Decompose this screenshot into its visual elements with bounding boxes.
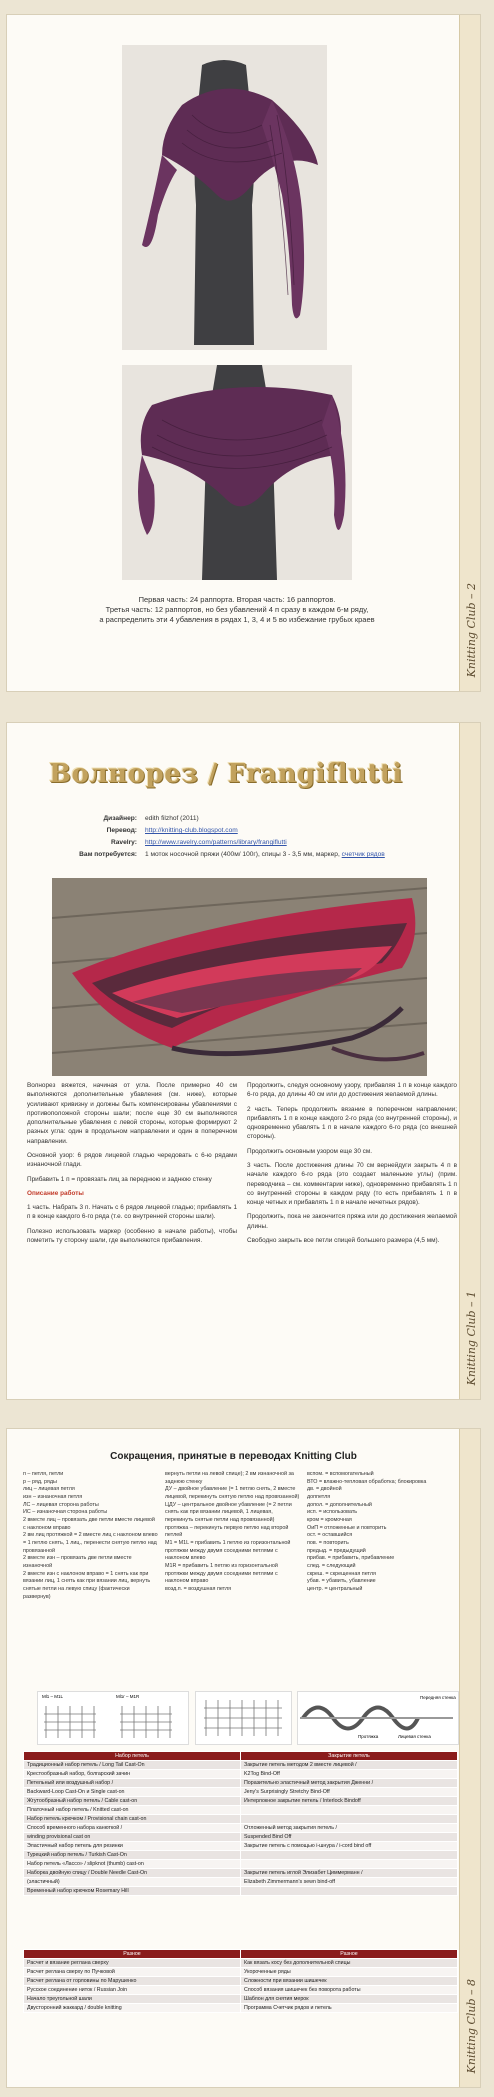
table-cell[interactable] bbox=[241, 1860, 458, 1869]
marker-paragraph: Полезно использовать маркер (особенно в начале работы), чтобы пометить ту сторону шали, где выполняются прибавления. bbox=[27, 1227, 237, 1244]
table-row bbox=[24, 1887, 458, 1896]
main-pattern-paragraph: Основной узор: 6 рядов лицевой гладью чередовать с 6-ю рядами изнаночной глади. bbox=[27, 1151, 237, 1169]
abbr-item: 2 вместе изн – провязать две петли вместе изнаночной bbox=[23, 1555, 132, 1570]
table-cell[interactable]: Программа Счетчик рядов и петель bbox=[241, 2004, 458, 2013]
abbr-item: доппетля bbox=[307, 1494, 331, 1501]
table-cell[interactable]: Набор петель крючком / Provisional chain cast-on bbox=[24, 1815, 241, 1824]
misc-table bbox=[23, 1949, 458, 2013]
abbr-item: ВТО = влажно-тепловая обработка; блокировка bbox=[307, 1478, 427, 1485]
shawl-photo-bottom bbox=[122, 365, 352, 580]
abbr-item: скреш. = скрещенная петля bbox=[307, 1570, 376, 1577]
part3-paragraph: 3 часть. После достижения длины 70 см вернейдуги закрыть 4 п в начале каждого 6-го ряда (это создает маленькие углы) (прим. переводчика – см. комментарии ниже), одновременно прибавлять 1 п со внутренней стороны в каждом ряду (то есть прибавлять 1 п в конце четных и прибавлять 1 п в начале нечетных рядов). bbox=[247, 1161, 457, 1207]
pattern-caption bbox=[47, 595, 427, 625]
abbr-item: ЛС – лицевая сторона работы bbox=[23, 1501, 99, 1508]
page-label: Knitting Club – 8 bbox=[465, 1978, 478, 2073]
table-cell[interactable]: Двусторонний жаккард / double knitting bbox=[24, 2004, 241, 2013]
abbr-item: пов. = повторить bbox=[307, 1540, 349, 1547]
table-cell[interactable]: Сложности при вязании шишечек bbox=[241, 1977, 458, 1986]
increase-paragraph: Прибавить 1 п = провязать лиц за переднюю и заднюю стенку bbox=[27, 1175, 212, 1183]
side-strip bbox=[459, 1429, 480, 2087]
table-cell[interactable]: Способ временного набора канюткой / bbox=[24, 1824, 241, 1833]
designer-value: edith filzhof (2011) bbox=[145, 815, 199, 822]
page-1 bbox=[6, 14, 481, 692]
right-column bbox=[247, 1081, 457, 1250]
diagram-label-m1r: Ml1r – M1R bbox=[116, 1694, 140, 1699]
table-row bbox=[24, 1959, 458, 1968]
table-row bbox=[24, 1968, 458, 1977]
intro-paragraph: Волнорез вяжется, начиная от угла. После примерно 40 см выполняются дополнительные убавления (см. ниже), которые усиливают кривизну и должны быть компенсированы убавлениями с противоположной стороны шали; после еще 30 см выполняются дополнительные убавления с левой стороны, которые формируют 2 разных угла: один в продольном направлении и один в поперечном направлении. bbox=[27, 1082, 237, 1145]
table-cell[interactable]: Петельный или воздушный набор / bbox=[24, 1779, 241, 1788]
abbr-item: 2 вместе изн с наклоном вправо = 1 снять как при вязании лиц, 1 снять как при вязании лиц, вернуть снятые петли на левую спицу (фактически развернув) bbox=[23, 1570, 151, 1600]
continue-paragraph: Продолжить, следуя основному узору, прибавляя 1 п в конце каждого 6-го ряда, до длины 40 см или до достижения желаемой длины. bbox=[247, 1082, 457, 1099]
table-row bbox=[24, 1851, 458, 1860]
abbr-item: вернуть петли на левой спице); 2 вм изнаночной за заднюю стенку bbox=[165, 1471, 294, 1485]
table-cell[interactable]: Backward-Loop Cast-On и Single cast-on bbox=[24, 1788, 241, 1797]
shawl-photo-wood bbox=[52, 878, 427, 1076]
abbr-column-2 bbox=[165, 1471, 300, 1594]
abbr-item: убав. = убавить, убавление bbox=[307, 1578, 376, 1585]
table1-header-bindoff: Закрытие петель bbox=[241, 1752, 458, 1761]
table-cell[interactable]: Расчет реглана от горловины по Марушенко bbox=[24, 1977, 241, 1986]
cast-on-bind-off-table bbox=[23, 1751, 458, 1896]
table-cell[interactable]: Шаблон для снятия мерок bbox=[241, 1995, 458, 2004]
abbr-item: дв. = двойной bbox=[307, 1486, 342, 1493]
needs-label: Вам потребуется: bbox=[79, 851, 137, 858]
needs-value bbox=[145, 851, 385, 858]
table-cell[interactable]: Традиционный набор петель / Long Tail Cast-On bbox=[24, 1761, 241, 1770]
table-row bbox=[24, 1878, 458, 1887]
table-cell[interactable]: Турецкий набор петель / Turkish Cast-On bbox=[24, 1851, 241, 1860]
abbr-item: предыд. = предыдущий bbox=[307, 1547, 366, 1554]
caption-line-3: а распределить эти 4 убавления в рядах 1, 3, 4 и 5 во избежание грубых краев bbox=[99, 615, 375, 625]
table-row bbox=[24, 1824, 458, 1833]
table-row bbox=[24, 1842, 458, 1851]
abbreviations-title: Сокращения, принятые в переводах Knitting Club bbox=[110, 1451, 357, 1462]
table-row bbox=[24, 1815, 458, 1824]
stitch-diagram-loops bbox=[297, 1691, 459, 1745]
table-cell[interactable]: Временный набор крючком Rosemary Hill bbox=[24, 1887, 241, 1896]
table-row bbox=[24, 1806, 458, 1815]
table-row bbox=[24, 1779, 458, 1788]
needs-text: 1 моток носочной пряжи (400м/ 100г), спицы 3 - 3,5 мм, маркер, bbox=[145, 851, 340, 858]
left-column bbox=[27, 1081, 237, 1250]
table-cell[interactable] bbox=[241, 1887, 458, 1896]
diagram-label-back: Лицевая стенка bbox=[398, 1734, 431, 1739]
table-row bbox=[24, 1797, 458, 1806]
abbr-column-3 bbox=[307, 1471, 457, 1594]
table-cell[interactable]: K2Tog Bind-Off bbox=[241, 1770, 458, 1779]
table-cell[interactable]: Расчет реглана сверху по Пучковой bbox=[24, 1968, 241, 1977]
abbr-item: ОиП = отложенные и повторить bbox=[307, 1524, 387, 1531]
abbr-item: протяжка – перекинуть первую петлю над второй петлей bbox=[165, 1524, 289, 1539]
abbr-item: вспом. = вспомогательный bbox=[307, 1471, 374, 1477]
abbr-item: р – ряд, ряды bbox=[23, 1478, 57, 1485]
table-row bbox=[24, 1869, 458, 1878]
table-cell[interactable]: Расчет и вязание реглана сверху bbox=[24, 1959, 241, 1968]
table2-body bbox=[24, 1959, 458, 2013]
ravelry-link[interactable]: http://www.ravelry.com/patterns/library/frangiflutti bbox=[145, 839, 287, 846]
caption-line-1: Первая часть: 24 раппорта. Вторая часть: 16 раппортов. bbox=[138, 595, 336, 604]
stitch-diagram-strand bbox=[195, 1691, 292, 1745]
table-row bbox=[24, 1977, 458, 1986]
abbr-item: ИС – изнаночная сторона работы bbox=[23, 1509, 108, 1516]
table-cell[interactable]: Отложенный метод закрытия петель / bbox=[241, 1824, 458, 1833]
table-cell[interactable]: Закрытие петель методом 2 вместе лицевой / bbox=[241, 1761, 458, 1770]
table-cell[interactable]: Закрытие петель иглой Элизабет Циммерманн / bbox=[241, 1869, 458, 1878]
table-cell[interactable]: Русское соединение ниток / Russian Join bbox=[24, 1986, 241, 1995]
table-row bbox=[24, 1833, 458, 1842]
bindoff-paragraph: Свободно закрыть все петли спицей большего размера (4,5 мм). bbox=[247, 1236, 440, 1244]
abbr-item: лиц – лицевая петля bbox=[23, 1486, 75, 1493]
table-cell[interactable]: Jeny's Surprisingly Stretchy Bind-Off bbox=[241, 1788, 458, 1797]
table-row bbox=[24, 1986, 458, 1995]
abbr-item: п – петля, петли bbox=[23, 1471, 64, 1477]
page-label: Knitting Club – 1 bbox=[465, 1290, 478, 1385]
abbr-item: прибав. = прибавить, прибавление bbox=[307, 1555, 395, 1562]
side-strip bbox=[459, 723, 480, 1399]
table-row bbox=[24, 1770, 458, 1779]
page-label: Knitting Club – 2 bbox=[465, 582, 478, 677]
table-cell[interactable]: Набор петель «Лассо» / slipknot (thumb) cast-on bbox=[24, 1860, 241, 1869]
abbr-item: M1R = прибавить 1 петлю из горизонтальной протяжки между двумя соседними петлями с наклоном вправо bbox=[165, 1563, 278, 1585]
table-row bbox=[24, 1995, 458, 2004]
abbr-item: М1 = М1L = прибавить 1 петлю из горизонтальной протяжки между двумя соседними петлями с наклоном влево bbox=[165, 1540, 291, 1562]
page-2 bbox=[6, 722, 481, 1400]
table-cell[interactable] bbox=[241, 1815, 458, 1824]
table-cell[interactable]: Платочный набор петель / Knitted cast-on bbox=[24, 1806, 241, 1815]
stitch-diagram-m1 bbox=[37, 1691, 189, 1745]
abbr-item: кром = кромочная bbox=[307, 1517, 352, 1524]
diagram-label-m1l: Ml1 – M1L bbox=[42, 1694, 64, 1699]
table-cell[interactable]: Наборка двойную спицу / Double Needle Cast-On bbox=[24, 1869, 241, 1878]
abbr-item: ЦДУ – центральное двойное убавление (= 2 петли снять как при вязании лицевой, 1 лицевая, перекинуть снятые петли над провязанной) bbox=[165, 1501, 292, 1524]
table-cell[interactable] bbox=[241, 1806, 458, 1815]
abbr-item: 2 вместе лиц – провязать две петли вместе лицевой с наклоном вправо bbox=[23, 1517, 155, 1531]
pattern-info bbox=[7, 815, 462, 875]
ravelry-label: Ravelry: bbox=[110, 839, 137, 846]
table1-body bbox=[24, 1761, 458, 1896]
abbr-item: исп. = использовать bbox=[307, 1509, 358, 1516]
table2-header-right: Разное bbox=[241, 1950, 458, 1959]
abbr-item: ост. = оставшийся bbox=[307, 1532, 353, 1539]
shawl-photo-top bbox=[122, 45, 327, 350]
caption-line-2: Третья часть: 12 раппортов, но без убавлений 4 п сразу в каждом 6-м ряду, bbox=[105, 605, 369, 615]
translation-label: Перевод: bbox=[106, 827, 137, 834]
table-cell[interactable] bbox=[241, 1851, 458, 1860]
table2-header-left: Разное bbox=[24, 1950, 241, 1959]
abbr-item: след. = следующий bbox=[307, 1563, 356, 1570]
table-cell[interactable]: Интерлокное закрытие петель / Interlock Bindoff bbox=[241, 1797, 458, 1806]
strand-grid-icon bbox=[196, 1692, 291, 1744]
abbr-column-1 bbox=[23, 1471, 158, 1601]
translation-link[interactable]: http://knitting-club.blogspot.com bbox=[145, 827, 238, 834]
table-cell[interactable]: Закрытие петель с помощью i-шнура / i-cord bind off bbox=[241, 1842, 458, 1851]
side-strip bbox=[459, 15, 480, 691]
table-row bbox=[24, 1860, 458, 1869]
diagram-label-strand: Протяжка bbox=[358, 1734, 379, 1739]
table-cell[interactable]: Suspended Bind Off bbox=[241, 1833, 458, 1842]
table-cell[interactable]: Жгутообразный набор петель / Cable cast-on bbox=[24, 1797, 241, 1806]
table-cell[interactable]: Способ вязания шишечек без поворота работы bbox=[241, 1986, 458, 1995]
table-cell[interactable]: Как вязать косу без дополнительной спицы bbox=[241, 1959, 458, 1968]
table-cell[interactable]: Поразительно эластичный метод закрытия Дженни / bbox=[241, 1779, 458, 1788]
diagram-label-front: Передняя стенка bbox=[420, 1695, 456, 1700]
table-row bbox=[24, 1788, 458, 1797]
abbr-item: допол. = дополнительный bbox=[307, 1501, 372, 1508]
table-row bbox=[24, 1761, 458, 1770]
pattern-title: Волнорез / Frangiflutti bbox=[49, 759, 403, 789]
work-description-heading: Описание работы bbox=[27, 1189, 84, 1197]
abbr-item: изн – изнаночная петля bbox=[23, 1494, 83, 1501]
row-counter-link[interactable]: счетчик рядов bbox=[341, 851, 385, 858]
continue30-paragraph: Продолжить основным узором еще 30 см. bbox=[247, 1147, 373, 1155]
table1-header-caston: Набор петель bbox=[24, 1752, 241, 1761]
table-cell[interactable]: Крестообразный набор, болгарский зачин bbox=[24, 1770, 241, 1779]
designer-label: Дизайнер: bbox=[103, 815, 137, 822]
abbr-item: центр. = центральный bbox=[307, 1586, 363, 1593]
part2-paragraph: 2 часть. Теперь продолжить вязание в поперечном направлении; прибавлять 1 п в конце каждого 2-го ряда (со внутренней стороны), и одновременно убавлять 1 п в начале каждого 6-го ряда (со внешней стороны). bbox=[247, 1105, 457, 1141]
yarn-paragraph: Продолжить, пока не закончится пряжа или до достижения желаемой длины. bbox=[247, 1213, 457, 1230]
page-3 bbox=[6, 1428, 481, 2088]
table-cell[interactable]: winding provisional cast on bbox=[24, 1833, 241, 1842]
part1-paragraph: 1 часть. Набрать 3 п. Начать с 6 рядов лицевой гладью; прибавлять 1 п в конце каждого 6-го ряда (т.е. со внутренней стороны шали). bbox=[27, 1204, 237, 1221]
knit-grid-icon bbox=[38, 1692, 188, 1744]
table-cell[interactable]: Начало треугольной шали bbox=[24, 1995, 241, 2004]
abbr-item: возд.п. = воздушная петля bbox=[165, 1586, 232, 1593]
abbr-item: 2 вм лиц протяжкой = 2 вместе лиц с наклоном влево = 1 петлю снять, 1 лиц., перенести снятую петлю над провязанной bbox=[23, 1532, 158, 1554]
table-cell[interactable]: Эластичный набор петель для резинки bbox=[24, 1842, 241, 1851]
table-row bbox=[24, 2004, 458, 2013]
table-cell[interactable]: Укороченные ряды bbox=[241, 1968, 458, 1977]
table-cell[interactable]: (эластичный) bbox=[24, 1878, 241, 1887]
abbr-item: ДУ – двойное убавление (= 1 петлю снять, 2 вместе лицевой, перекинуть снятую петлю над провязанной) bbox=[165, 1486, 300, 1501]
table-cell[interactable]: Elizabeth Zimmermann's sewn bind-off bbox=[241, 1878, 458, 1887]
